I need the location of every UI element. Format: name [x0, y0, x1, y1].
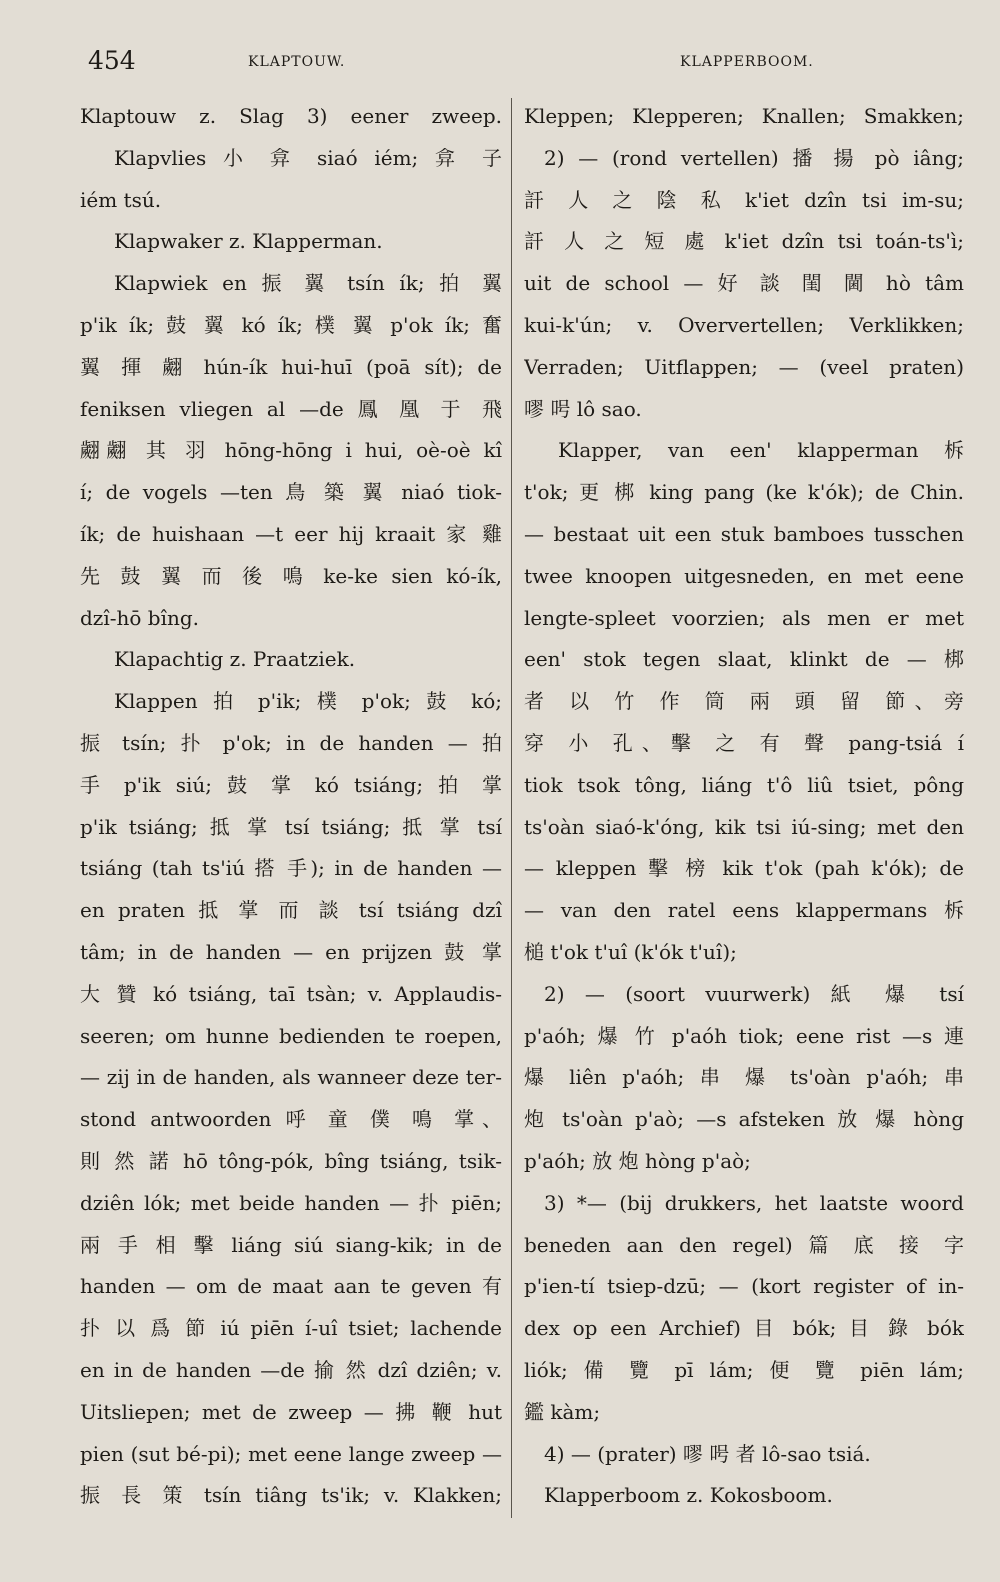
left-column-line: Klaptouw z. Slag 3) eener zweep.	[80, 104, 502, 128]
right-column-line: 訐 人 之 短 處 k'iet dzîn tsi toán-ts'ì;	[524, 229, 964, 254]
right-column-line: 者 以 竹 作 筒 兩 頭 留 節、旁	[524, 689, 964, 714]
right-column-line: een' stok tegen slaat, klinkt de — 梆	[524, 647, 964, 672]
running-head-right: KLAPPERBOOM.	[680, 54, 814, 70]
left-column-line: Klappen 拍 p'ik; 樸 p'ok; 鼓 kó;	[114, 689, 502, 714]
left-column-line: í; de vogels —ten 鳥 築 翼 niaó tiok-	[80, 480, 502, 505]
left-column-line: Klapachtig z. Praatziek.	[114, 647, 356, 672]
left-column-line: Klapwiek en 振 翼 tsín ík; 拍 翼	[114, 271, 502, 296]
left-column-line: 翼 揮 翽 hún-ík hui-huī (poā sít); de	[80, 354, 502, 379]
left-column-line: Klapwaker z. Klapperman.	[114, 229, 383, 254]
right-column-line: 3) *— (bij drukkers, het laatste woord	[544, 1190, 964, 1215]
left-column-line: 振 tsín; 扑 p'ok; in de handen — 拍	[80, 730, 502, 755]
right-column-line: t'ok; 更 梆 king pang (ke k'ók); de Chin.	[524, 480, 964, 505]
right-column-line: Verraden; Uitflappen; — (veel praten)	[524, 354, 964, 379]
right-column-line: 槌 t'ok t'uî (k'ók t'uî);	[524, 939, 737, 964]
left-column-line: tsiáng (tah ts'iú 搭 手); in de handen —	[80, 856, 502, 881]
left-column-line: 先 鼓 翼 而 後 鳴 ke-ke sien kó-ík,	[80, 563, 502, 588]
right-column-line: lengte-spleet voorzien; als men er met	[524, 605, 964, 630]
right-column-line: liók; 備 覽 pī lám; 便 覽 piēn lám;	[524, 1357, 964, 1382]
right-column-line: 2) — (soort vuurwerk) 紙 爆 tsí	[544, 981, 964, 1006]
left-column-line: p'ik tsiáng; 抵 掌 tsí tsiáng; 抵 掌 tsí	[80, 814, 502, 839]
left-column-line: 翽翽 其 羽 hōng-hōng i hui, oè-oè kî	[80, 438, 502, 463]
left-column-line: iém tsú.	[80, 187, 162, 212]
right-column-line: — bestaat uit een stuk bamboes tusschen	[524, 521, 964, 546]
left-column-line: en in de handen —de 揄 然 dzî dziên; v.	[80, 1357, 502, 1382]
left-column-line: 扑 以 爲 節 iú piēn í-uî tsiet; lachende	[80, 1316, 502, 1341]
left-column-line: 大 贊 kó tsiáng, taī tsàn; v. Applaudis-	[80, 981, 502, 1006]
right-column-line: p'aóh; 放 炮 hòng p'aò;	[524, 1148, 751, 1173]
left-column-line: p'ik ík; 鼓 翼 kó ík; 樸 翼 p'ok ík; 奮	[80, 312, 502, 337]
page-number: 454	[88, 46, 136, 75]
left-column-line: seeren; om hunne bedienden te roepen,	[80, 1023, 502, 1048]
left-column-line: stond antwoorden 呼 童 僕 鳴 掌、	[80, 1107, 502, 1132]
right-column-line: Klapperboom z. Kokosboom.	[544, 1483, 833, 1508]
right-column-line: p'ien-tí tsiep-dzū; — (kort register of in-	[524, 1274, 964, 1299]
right-column-line: Kleppen; Klepperen; Knallen; Smakken;	[524, 104, 964, 128]
left-column-line: ík; de huishaan —t eer hij kraait 家 雞	[80, 521, 502, 546]
left-column-line: feniksen vliegen al —de 鳳 凰 于 飛	[80, 396, 502, 421]
right-column-line: 穿 小 孔、擊 之 有 聲 pang-tsiá í	[524, 730, 964, 755]
left-column-line: en praten 抵 掌 而 談 tsí tsiáng dzî	[80, 898, 502, 923]
left-column-line: handen — om de maat aan te geven 有	[80, 1274, 502, 1299]
right-column-line: 爆 liên p'aóh; 串 爆 ts'oàn p'aóh; 串	[524, 1065, 964, 1090]
left-column-line: pien (sut bé-pi); met eene lange zweep —	[80, 1441, 502, 1466]
left-column-line: — zij in de handen, als wanneer deze ter-	[80, 1065, 502, 1090]
left-column-line: 兩 手 相 擊 liáng siú siang-kik; in de	[80, 1232, 502, 1257]
right-column-line: 2) — (rond vertellen) 播 揚 pò iâng;	[544, 145, 964, 170]
right-column-line: 炮 ts'oàn p'aò; —s afsteken 放 爆 hòng	[524, 1107, 964, 1132]
right-column-line: — van den ratel eens klappermans 柝	[524, 898, 964, 923]
column-divider	[511, 98, 512, 1518]
left-column	[80, 96, 502, 1517]
right-column-line: 鑑 kàm;	[524, 1399, 601, 1424]
left-column-line: 則 然 諾 hō tông-pók, bîng tsiáng, tsik-	[80, 1148, 502, 1173]
right-column-line: beneden aan den regel) 篇 底 接 字	[524, 1232, 964, 1257]
left-column-line: tâm; in de handen — en prijzen 鼓 掌	[80, 939, 502, 964]
left-column-line: 手 p'ik siú; 鼓 掌 kó tsiáng; 拍 掌	[80, 772, 502, 797]
right-column-line: uit de school — 好 談 閨 閫 hò tâm	[524, 271, 964, 296]
left-column-line: 振 長 策 tsín tiâng ts'ik; v. Klakken;	[80, 1483, 502, 1508]
page-header	[0, 46, 1000, 86]
left-column-line: Klapvlies 小 弇 siaó iém; 弇 子	[114, 145, 502, 170]
right-column	[524, 96, 964, 1517]
right-column-line: tiok tsok tông, liáng t'ô liû tsiet, pông	[524, 772, 964, 797]
left-column-line: dziên lók; met beide handen — 扑 piēn;	[80, 1190, 502, 1215]
right-column-line: p'aóh; 爆 竹 p'aóh tiok; eene rist —s 連	[524, 1023, 964, 1048]
right-column-line: ts'oàn siaó-k'óng, kik tsi iú-sing; met den	[524, 814, 964, 839]
right-column-line: kui-k'ún; v. Oververtellen; Verklikken;	[524, 312, 964, 337]
right-column-line: 嘐 呺 lô sao.	[524, 396, 642, 421]
left-column-line: dzî-hō bîng.	[80, 605, 200, 630]
right-column-line: Klapper, van een' klapperman 柝	[558, 438, 964, 463]
right-column-line: 訐 人 之 陰 私 k'iet dzîn tsi im-su;	[524, 187, 964, 212]
running-head-left: KLAPTOUW.	[248, 54, 346, 70]
right-column-line: dex op een Archief) 目 bók; 目 錄 bók	[524, 1316, 964, 1341]
right-column-line: 4) — (prater) 嘐 呺 者 lô-sao tsiá.	[544, 1441, 871, 1466]
right-column-line: twee knoopen uitgesneden, en met eene	[524, 563, 964, 588]
left-column-line: Uitsliepen; met de zweep — 拂 鞭 hut	[80, 1399, 502, 1424]
right-column-line: — kleppen 擊 榜 kik t'ok (pah k'ók); de	[524, 856, 964, 881]
